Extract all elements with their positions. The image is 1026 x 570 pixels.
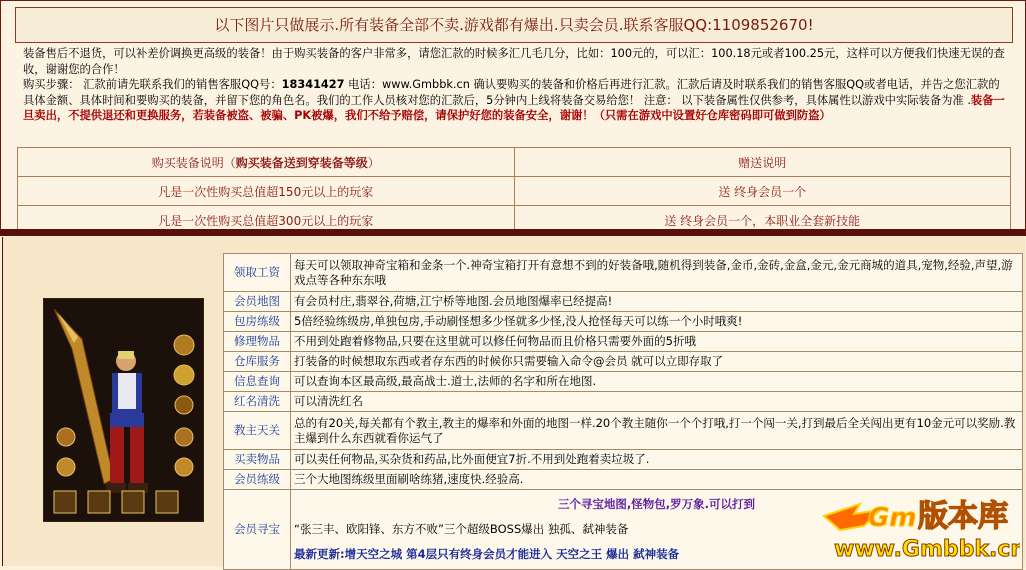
feature-desc: 5倍经验练级房,单独包房,手动刷怪想多少怪就多少怪,没人抢怪每天可以练一个小时哦爽! bbox=[291, 312, 1023, 332]
feature-desc: 有会员村庄,翡翠谷,荷塘,江宁桥等地图.会员地图爆率已经提高! bbox=[291, 292, 1023, 312]
promo-row-right: 送 终身会员一个，本职业全套新技能 bbox=[514, 206, 1011, 235]
feature-label: 红名清洗 bbox=[224, 392, 291, 412]
feature-label: 领取工资 bbox=[224, 254, 291, 292]
banner: 以下图片只做展示.所有装备全部不卖.游戏都有爆出.只卖会员.联系客服QQ:1109852670! bbox=[15, 7, 1013, 43]
promo-table bbox=[17, 147, 1011, 235]
feature-desc: 总的有20关,每关都有个教主,教主的爆率和外面的地图一样.20个教主随你一个个打哦,打一个闯一关,打到最后全关闯出更有10金元可以奖励.教主爆到什么东西就看你运气了 bbox=[291, 412, 1023, 450]
notice-text bbox=[23, 46, 1005, 124]
promo-header-left-a: 购买装备说明（ bbox=[151, 155, 236, 170]
promo-row-right: 送 终身会员一个 bbox=[514, 177, 1011, 206]
warning-text: 装备一旦卖出，不提供退还和更换服务，若装备被盗、被骗、PK被爆，我们不给予赔偿，请保护好您的装备安全，谢谢！（只需在游戏中设置好仓库密码即可做到防盗） bbox=[23, 93, 1005, 122]
svg-text:Gm: Gm bbox=[868, 503, 917, 533]
feature-label: 仓库服务 bbox=[224, 352, 291, 372]
promo-header-left-b: 购买装备送到穿装备等级 bbox=[235, 155, 368, 170]
feature-desc: 打装备的时候想取东西或者存东西的时候你只需要输入命令@会员 就可以立即存取了 bbox=[291, 352, 1023, 372]
sales-qq: 18341427 bbox=[281, 78, 345, 91]
feature-label: 会员练级 bbox=[224, 470, 291, 490]
promo-row-left: 凡是一次性购买总值超300元以上的玩家 bbox=[18, 206, 515, 235]
feature-label: 买卖物品 bbox=[224, 450, 291, 470]
hunt-label: 会员寻宝 bbox=[224, 490, 291, 570]
hunt-line3: 最新更新:增天空之城 第4层只有终身会员才能进入 天空之王 爆出 弑神装备 bbox=[294, 547, 680, 561]
site-logo bbox=[820, 486, 1020, 564]
character-equipment-image bbox=[43, 298, 204, 522]
promo-header-right: 赠送说明 bbox=[514, 148, 1011, 177]
divider-bar bbox=[0, 229, 1026, 236]
logo-image bbox=[820, 486, 1020, 564]
feature-label: 信息查询 bbox=[224, 372, 291, 392]
promo-row-left: 凡是一次性购买总值超150元以上的玩家 bbox=[18, 177, 515, 206]
feature-desc: 可以卖任何物品,买杂货和药品,比外面便宜7折.不用到处跑着卖垃圾了. bbox=[291, 450, 1023, 470]
logo-title: 版本库 bbox=[918, 499, 1008, 534]
promo-header-left bbox=[18, 148, 515, 177]
notice-steps: 购买步骤： 汇款前请先联系我们的销售客服QQ号： bbox=[23, 78, 282, 91]
hunt-line2: “张三丰、欧阳锋、东方不败”三个超级BOSS爆出 独孤、弑神装备 bbox=[294, 522, 629, 536]
notice-line1: 装备售后不退货，可以补差价调换更高级的装备！由于购买装备的客户非常多，请您汇款的时候多汇几毛几分，比如：100元的，可以汇：100.18元或者100.25元，这样可以方便我们快速无误的查收，谢谢您的合作！ bbox=[23, 47, 1005, 76]
feature-desc: 可以查询本区最高级,最高战士.道士,法师的名字和所在地图. bbox=[291, 372, 1023, 392]
feature-label: 包房练级 bbox=[224, 312, 291, 332]
character-figure-icon bbox=[44, 299, 203, 521]
logo-url: www.Gmbbk.cn bbox=[834, 537, 1020, 562]
feature-desc: 每天可以领取神奇宝箱和金条一个.神奇宝箱打开有意想不到的好装备哦,随机得到装备,金币,金砖,金盒,金元,金元商城的道具,宠物,经验,声望,游戏点等各种东东哦 bbox=[291, 254, 1023, 292]
hunt-line1: 三个寻宝地图,怪物包,罗万象.可以打到 bbox=[557, 497, 756, 511]
promo-header-left-c: ） bbox=[367, 155, 380, 170]
notice-steps-cont: 电话：www.Gmbbk.cn 确认要购买的装备和价格后再进行汇款。汇款后请及时联系我们的销售客服QQ或者电话，并告之您汇款的具体金额、具体时间和要购买的装备，并留下您的角色名。我们的工作人员核对您的汇款后，5分钟内上线将装备交易给您！ 注意： 以下装备属性仅供参考，具体属性以游戏中实际装备为准 . bbox=[23, 78, 1000, 107]
info-panel bbox=[0, 0, 1026, 230]
feature-desc: 三个大地图练级里面刷啥练猪,速度快.经验高. bbox=[291, 470, 1023, 490]
feature-label: 会员地图 bbox=[224, 292, 291, 312]
feature-desc: 可以清洗红名 bbox=[291, 392, 1023, 412]
feature-label: 教主天关 bbox=[224, 412, 291, 450]
notice-line2 bbox=[23, 77, 1005, 124]
feature-label: 修理物品 bbox=[224, 332, 291, 352]
feature-desc: 不用到处跑着修物品,只要在这里就可以修任何物品而且价格只需要外面的5折哦 bbox=[291, 332, 1023, 352]
